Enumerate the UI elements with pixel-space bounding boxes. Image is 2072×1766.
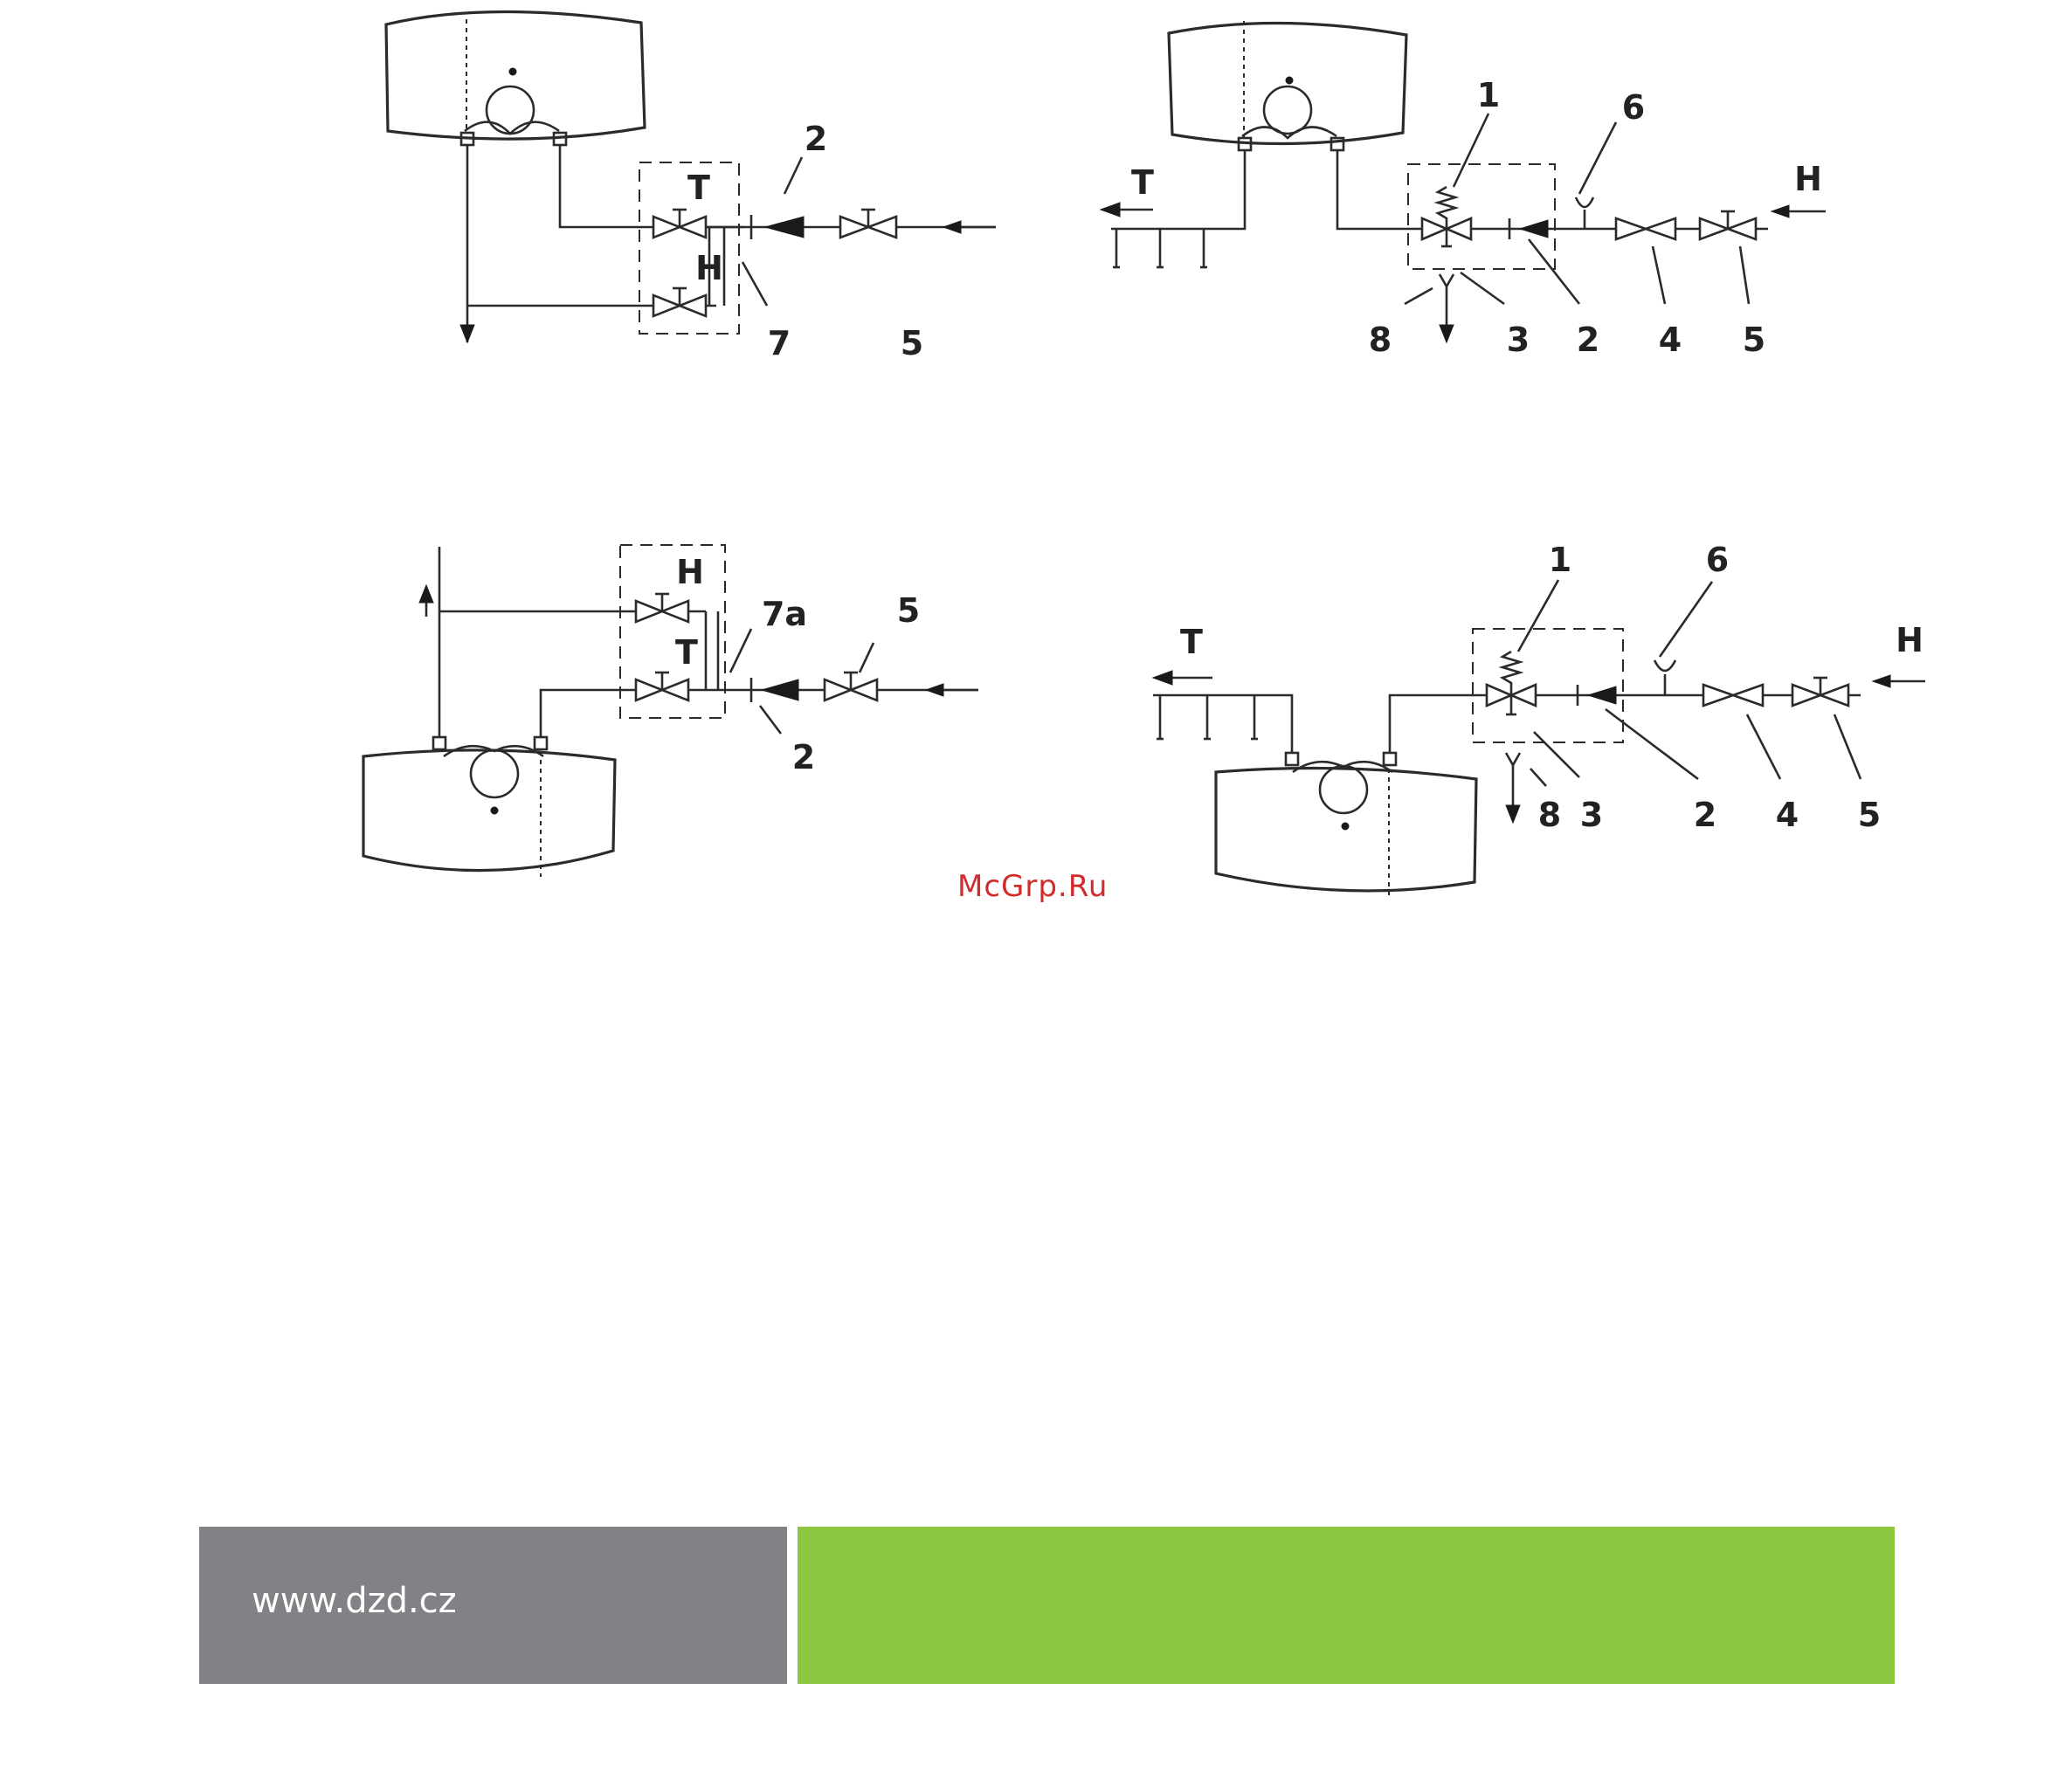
shutoff-valve-4	[1703, 685, 1763, 706]
footer-url[interactable]: www.dzd.cz	[252, 1581, 457, 1621]
safety-valve-1	[1487, 652, 1536, 714]
label-cold: T	[1131, 163, 1154, 202]
valve-cold	[653, 210, 706, 238]
shutoff-valve-5	[1792, 678, 1848, 706]
shutoff-valve-5	[825, 673, 877, 700]
label-5: 5	[896, 591, 921, 630]
label-hot: H	[695, 249, 723, 287]
label-hot: H	[676, 553, 704, 591]
diagram-1	[386, 11, 996, 362]
label-6: 6	[1621, 88, 1646, 127]
label-6: 6	[1705, 541, 1730, 579]
label-5: 5	[900, 324, 924, 362]
cold-water-pipe	[560, 145, 744, 227]
watermark: McGrp.Ru	[957, 869, 1109, 904]
label-5: 5	[1742, 321, 1766, 359]
label-hot: H	[1794, 160, 1822, 198]
label-2: 2	[1693, 796, 1717, 834]
footer-url-bar	[199, 1527, 787, 1684]
label-cold: T	[675, 633, 698, 672]
label-hot: H	[1896, 621, 1924, 659]
label-7a: 7a	[761, 595, 808, 633]
label-7: 7	[767, 324, 791, 362]
footer-accent-bar	[798, 1527, 1895, 1684]
valve-hot	[636, 594, 688, 622]
label-cold: T	[1180, 623, 1203, 661]
label-4: 4	[1658, 321, 1682, 359]
shutoff-valve-5	[840, 210, 896, 238]
label-1: 1	[1548, 541, 1572, 579]
check-valve	[765, 217, 804, 238]
label-2: 2	[804, 120, 828, 158]
label-2: 2	[791, 738, 816, 776]
diagram-3	[363, 545, 978, 877]
label-3: 3	[1506, 321, 1530, 359]
safety-valve-box	[1408, 164, 1555, 269]
shutoff-valve-4	[1616, 218, 1675, 239]
label-8: 8	[1368, 321, 1392, 359]
safety-valve-1	[1422, 187, 1471, 246]
diagram-2	[1101, 21, 1826, 359]
valve-hot	[653, 288, 706, 316]
shutoff-valve-5	[1700, 211, 1756, 239]
diagram-4	[1153, 541, 1925, 896]
safety-valve-box	[1473, 629, 1623, 742]
label-8: 8	[1537, 796, 1562, 834]
valve-cold	[636, 673, 688, 700]
label-4: 4	[1775, 796, 1799, 834]
label-2: 2	[1576, 321, 1600, 359]
water-heater-tank	[386, 11, 645, 139]
water-heater-tank	[363, 750, 615, 871]
label-1: 1	[1476, 76, 1501, 114]
label-cold: T	[687, 169, 710, 207]
label-3: 3	[1579, 796, 1604, 834]
label-5: 5	[1857, 796, 1882, 834]
